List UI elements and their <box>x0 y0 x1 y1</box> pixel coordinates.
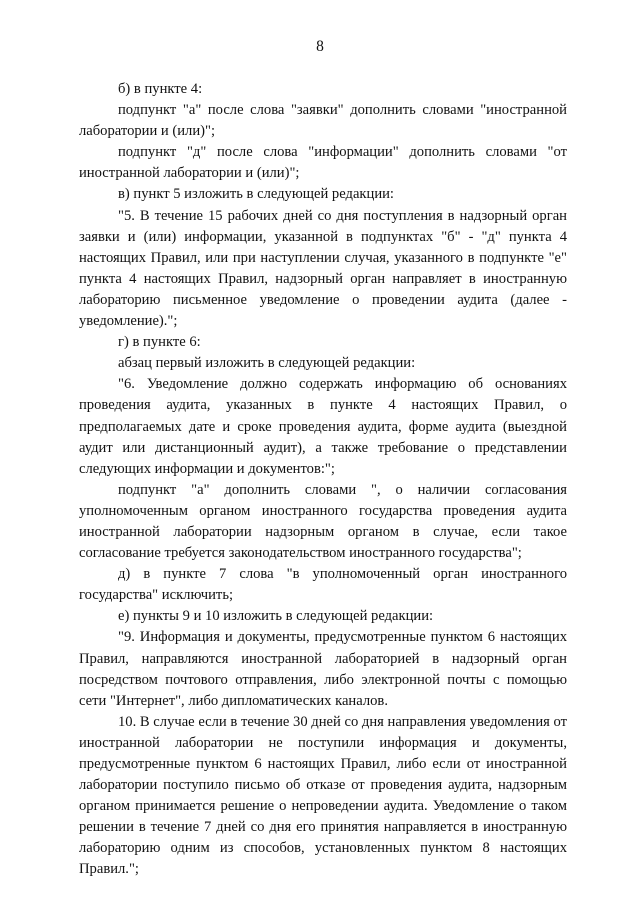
paragraph-point-10: 10. В случае если в течение 30 дней со дня направления уведомления от иностранной лаборатории не поступили информация и документы, предусмотренные пунктом 6 настоящих Правил, либо если от иностранной лаборатории поступило письмо об отказе от проведения аудита, надзорным органом принимается решение о непроведении аудита. Уведомление о таком решении в течение 7 дней со дня его принятия направляется в иностранную лабораторию одним из способов, установленных пунктом 8 настоящих Правил."; <box>79 713 567 878</box>
paragraph-point-6: "6. Уведомление должно содержать информацию об основаниях проведения аудита, указанных в пункте 4 настоящих Правил, о предполагаемых дате и сроке проведения аудита, форме аудита (выездной аудит или дистанционный аудит), а также требование о представлении следующих информации и документов:"; <box>79 376 567 477</box>
paragraph-subpoint-a: подпункт "а" после слова "заявки" дополнить словами "иностранной лаборатории и (или)"; <box>79 102 567 140</box>
paragraph-amendment-v: в) пункт 5 изложить в следующей редакции: <box>118 186 394 203</box>
paragraph-first-abzac: абзац первый изложить в следующей редакции: <box>118 355 416 372</box>
paragraph-amendment-e: е) пункты 9 и 10 изложить в следующей редакции: <box>118 608 434 625</box>
paragraph-amendment-g: г) в пункте 6: <box>118 334 201 351</box>
document-body <box>79 79 567 881</box>
paragraph-subpoint-d: подпункт "д" после слова "информации" дополнить словами "от иностранной лаборатории и (или)"; <box>79 144 567 182</box>
page-number: 8 <box>316 38 324 55</box>
paragraph-amendment-d: д) в пункте 7 слова "в уполномоченный орган иностранного государства" исключить; <box>79 566 567 604</box>
paragraph-amendment-b: б) в пункте 4: <box>118 81 203 97</box>
paragraph-point-5: "5. В течение 15 рабочих дней со дня поступления в надзорный орган заявки и (или) информации, указанной в подпунктах "б" - "д" пункта 4 настоящих Правил, или при наступлении случая, указанного в подпункте "е" пункта 4 настоящих Правил, надзорный орган направляет в иностранную лабораторию письменное уведомление о проведении аудита (далее - уведомление)."; <box>79 207 567 330</box>
paragraph-subpoint-a-addition: подпункт "а" дополнить словами ", о наличии согласования уполномоченным органом иностранного государства проведения аудита иностранной лаборатории надзорным органом в случае, если такое согласование требуется законодательством иностранного государства"; <box>79 481 567 562</box>
paragraph-point-9: "9. Информация и документы, предусмотренные пунктом 6 настоящих Правил, направляются иностранной лабораторией в надзорный орган посредством почтового отправления, либо электронной почты с помощью сети "Интернет", либо дипломатических каналов. <box>79 629 567 709</box>
